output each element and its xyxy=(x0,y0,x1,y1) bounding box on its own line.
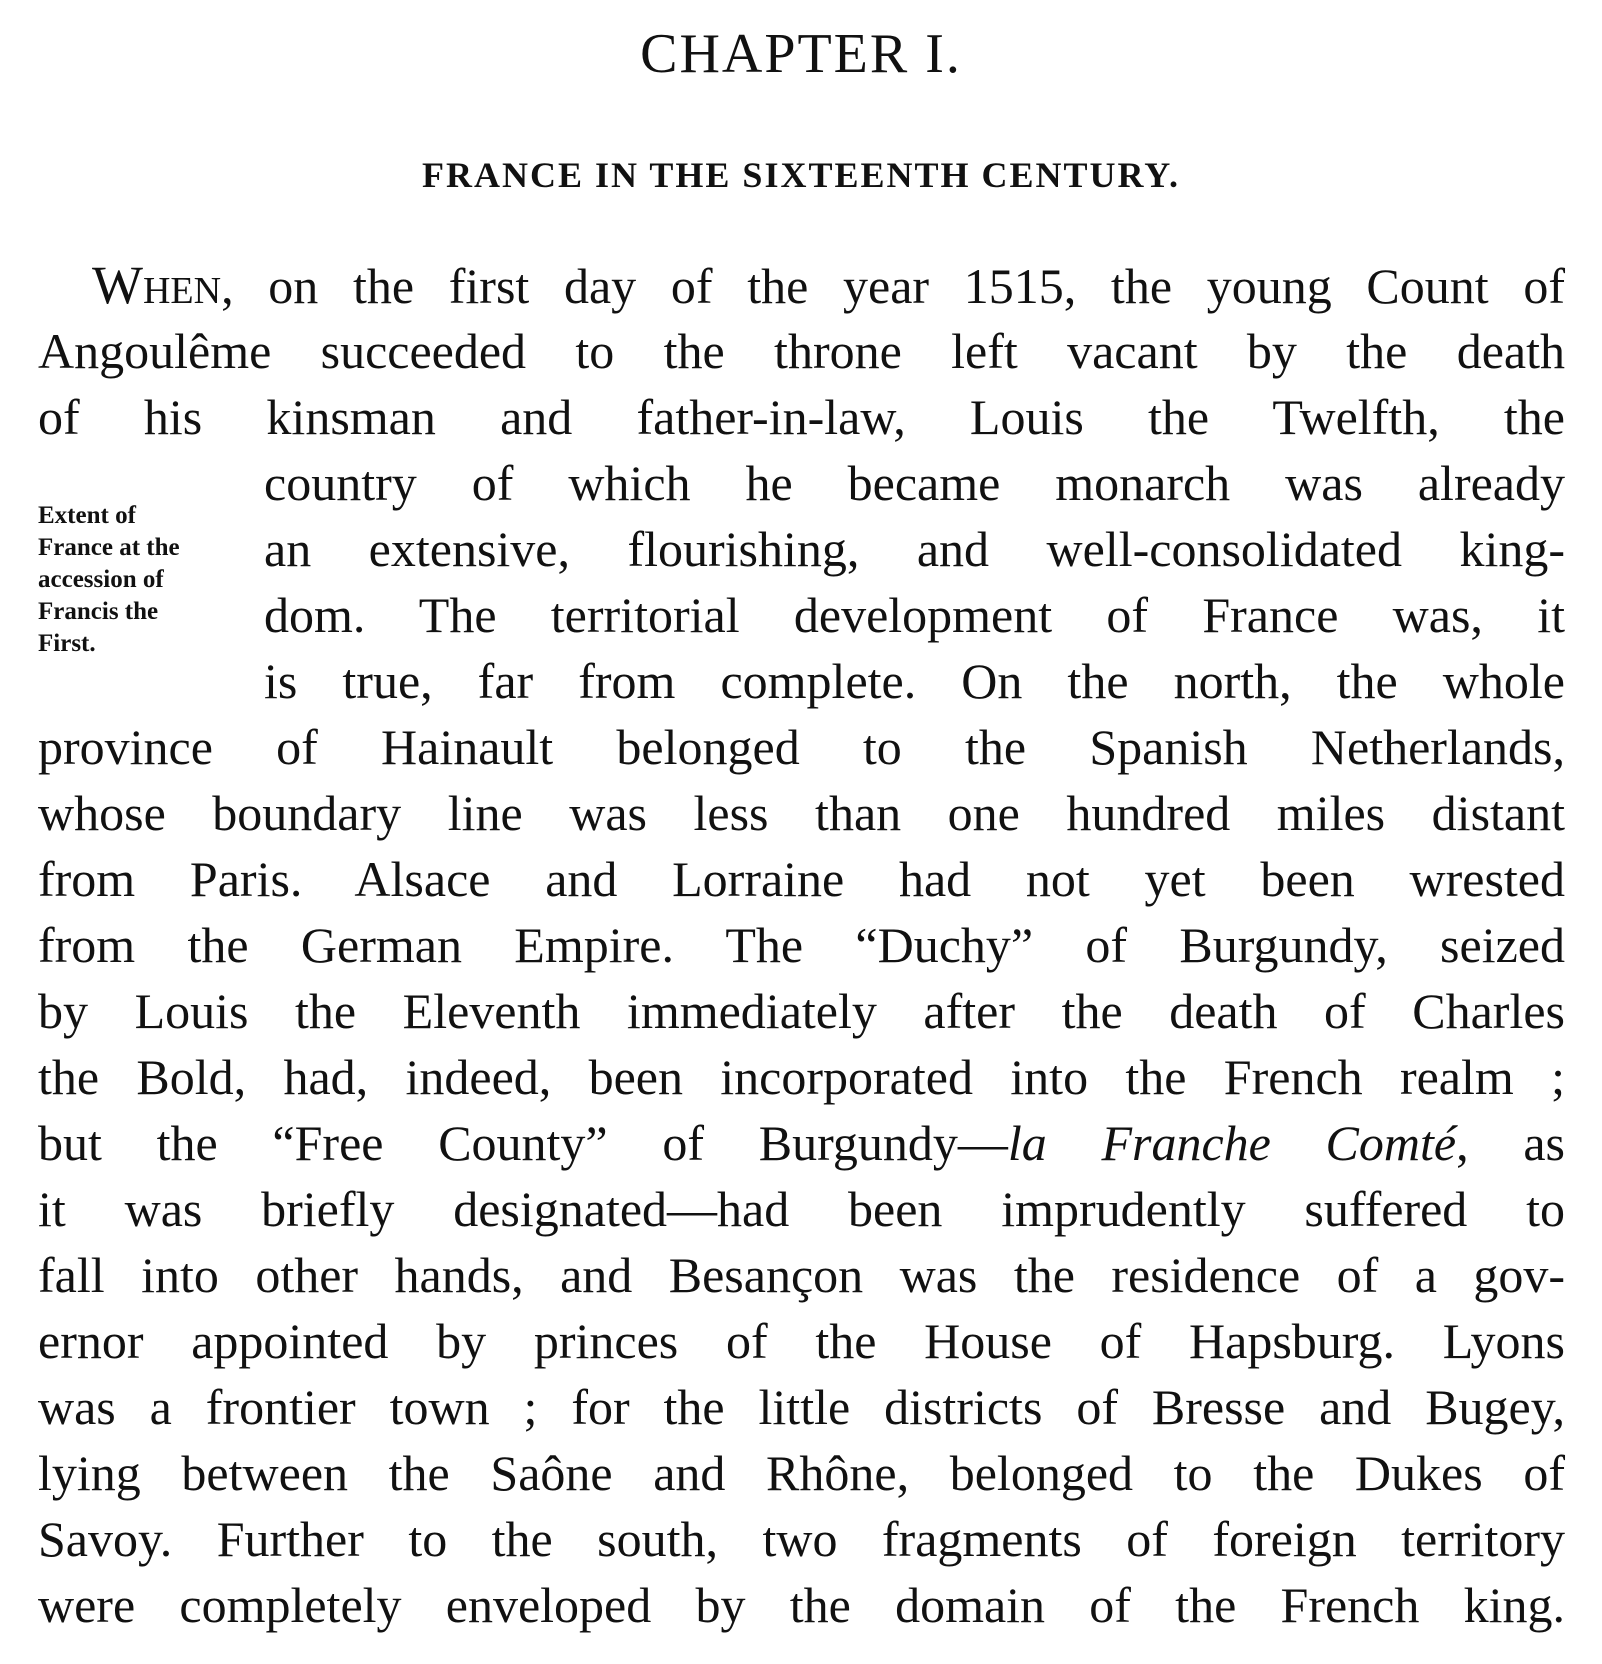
text-line: is true, far from complete. On the north, the whole xyxy=(264,653,1565,709)
text-line-content: , as xyxy=(1456,1115,1565,1171)
text-line: fall into other hands, and Besançon was the residence of a gov- xyxy=(38,1247,1565,1303)
text-line: whose boundary line was less than one hundred miles distant xyxy=(38,785,1565,841)
text-line: Savoy. Further to the south, two fragments of foreign territory xyxy=(38,1511,1565,1567)
marginal-note-line: Extent of xyxy=(38,502,136,529)
marginal-note-line: accession of xyxy=(38,566,164,593)
text-line: from Paris. Alsace and Lorraine had not yet been wrested xyxy=(38,851,1565,907)
text-line: lying between the Saône and Rhône, belonged to the Dukes of xyxy=(38,1445,1565,1501)
marginal-note-line: First. xyxy=(38,630,96,657)
text-line: dom. The territorial development of France was, it xyxy=(264,587,1565,643)
marginal-note-line: Francis the xyxy=(38,598,159,625)
text-line: province of Hainault belonged to the Spanish Netherlands, xyxy=(38,719,1565,775)
text-line: from the German Empire. The “Duchy” of Burgundy, seized xyxy=(38,917,1565,973)
text-line-content: , on the first day of the year 1515, the young Count of xyxy=(221,258,1565,314)
text-line: an extensive, flourishing, and well-consolidated king- xyxy=(264,521,1565,577)
text-line: by Louis the Eleventh immediately after the death of Charles xyxy=(38,983,1565,1039)
text-line xyxy=(38,1110,1565,1176)
text-line: was a frontier town ; for the little districts of Bresse and Bugey, xyxy=(38,1379,1565,1435)
text-line xyxy=(92,252,1565,318)
text-line: were completely enveloped by the domain of the French king. xyxy=(38,1577,1565,1633)
text-line: ernor appointed by princes of the House of Hapsburg. Lyons xyxy=(38,1313,1565,1369)
text-line: it was briefly designated—had been imprudently suffered to xyxy=(38,1181,1565,1237)
text-line: of his kinsman and father-in-law, Louis the Twelfth, the xyxy=(38,389,1565,445)
italic-phrase: la Franche Comté xyxy=(1007,1115,1457,1171)
text-line: Angoulême succeeded to the throne left vacant by the death xyxy=(38,323,1565,379)
marginal-note-line: France at the xyxy=(38,534,180,561)
chapter-title: CHAPTER I. xyxy=(640,23,962,85)
text-line: the Bold, had, indeed, been incorporated into the French realm ; xyxy=(38,1049,1565,1105)
text-line-content: but the “Free County” of Burgundy— xyxy=(38,1115,1008,1171)
body-paragraph xyxy=(0,252,1602,1652)
opening-word: When xyxy=(92,255,222,315)
text-line: country of which he became monarch was already xyxy=(264,455,1565,511)
chapter-subtitle: FRANCE IN THE SIXTEENTH CENTURY. xyxy=(422,155,1180,195)
